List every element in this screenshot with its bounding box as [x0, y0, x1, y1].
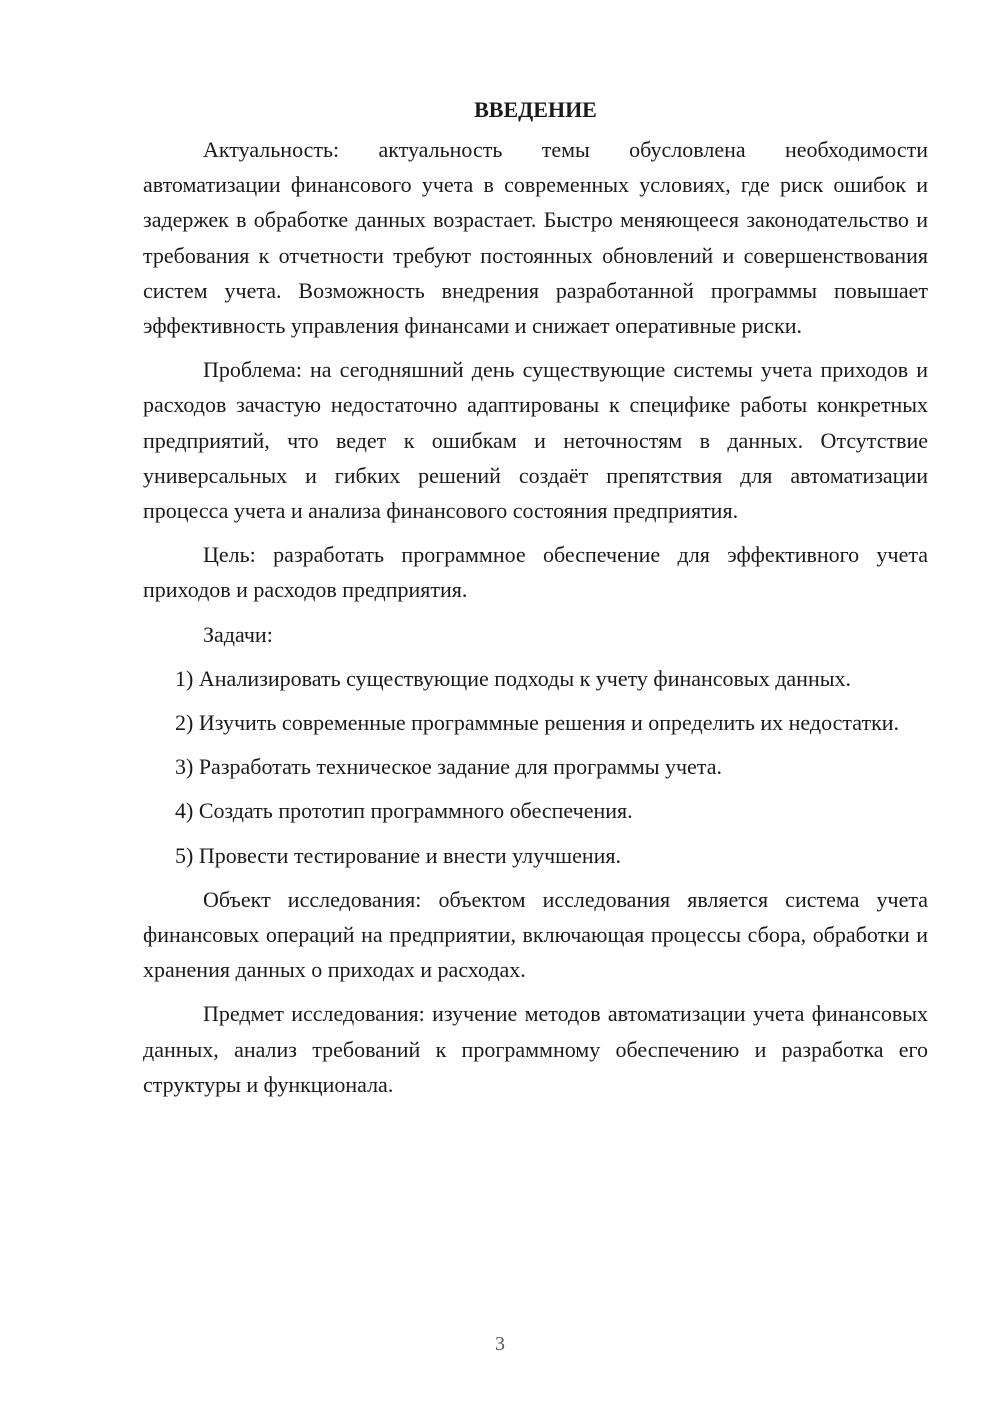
paragraph-object: Объект исследования: объектом исследования является система учета финансовых операций на предприятии, включающая процессы сбора, обработки и хранения данных о приходах и расходах. — [143, 886, 928, 983]
paragraph-goal: Цель: разработать программное обеспечение для эффективного учета приходов и расходов предприятия. — [143, 542, 928, 603]
task-item-1: 1) Анализировать существующие подходы к учету финансовых данных. — [175, 665, 851, 691]
paragraph-relevance: Актуальность: актуальность темы обусловлена необходимости автоматизации финансового учета в современных условиях, где риск ошибок и задержек в обработке данных возрастает. Быстро меняющееся законодательство и требования к отчетности требуют постоянных обновлений и совершенствования систем учета. Возможность внедрения разработанной программы повышает эффективность управления финансами и снижает оперативные риски. — [143, 137, 928, 339]
task-item-4: 4) Создать прототип программного обеспечения. — [175, 798, 633, 824]
task-item-2: 2) Изучить современные программные решения и определить их недостатки. — [175, 710, 900, 736]
page-number: 3 — [495, 1333, 505, 1355]
section-heading: ВВЕДЕНИЕ — [474, 97, 597, 122]
task-item-3: 3) Разработать техническое задание для программы учета. — [175, 754, 722, 780]
task-item-5: 5) Провести тестирование и внести улучшения. — [175, 842, 622, 868]
tasks-label: Задачи: — [203, 621, 273, 647]
paragraph-subject: Предмет исследования: изучение методов автоматизации учета финансовых данных, анализ требований к программному обеспечению и разработка его структуры и функционала. — [143, 1001, 928, 1097]
paragraph-problem: Проблема: на сегодняшний день существующие системы учета приходов и расходов зачастую недостаточно адаптированы к специфике работы конкретных предприятий, что ведет к ошибкам и неточностям в данных. Отсутствие универсальных и гибких решений создаёт препятствия для автоматизации процесса учета и анализа финансового состояния предприятия. — [143, 357, 928, 524]
document-page — [143, 92, 928, 1111]
